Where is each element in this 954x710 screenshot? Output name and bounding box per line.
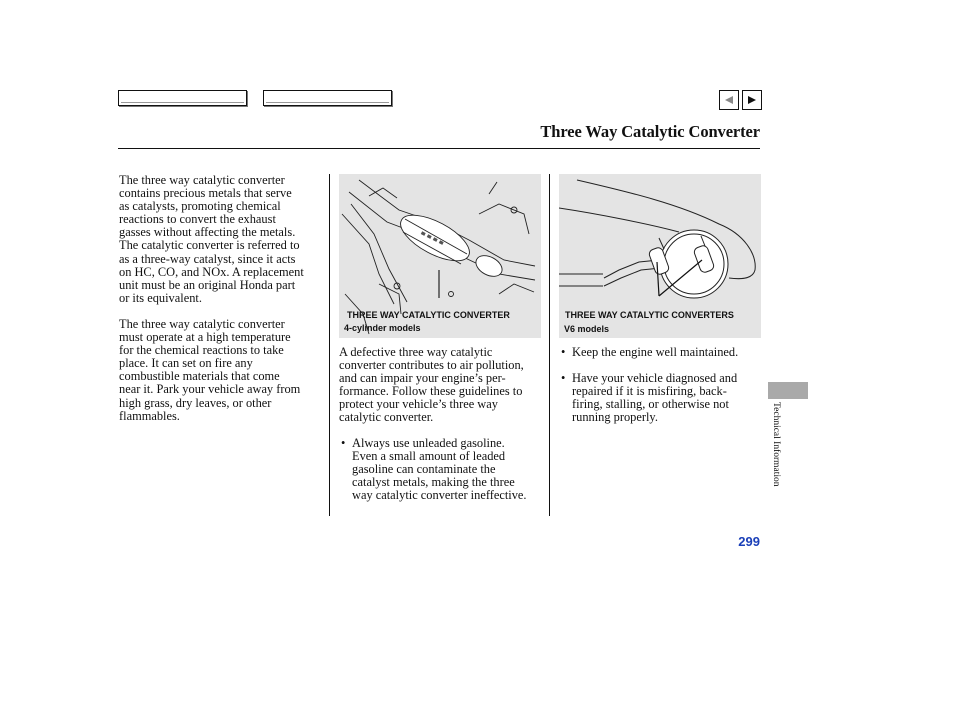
bullet-marker: •	[341, 436, 346, 450]
text-line: must operate at a high temperature	[119, 330, 291, 345]
text-line: as a three-way catalyst, since it acts	[119, 251, 296, 266]
warning-paragraph	[339, 346, 524, 425]
triangle-right-icon	[747, 95, 757, 105]
text-line: The three way catalytic converter	[119, 173, 285, 187]
text-line: catalytic converter.	[339, 410, 434, 425]
intro-column	[119, 174, 304, 423]
text-line: The catalytic converter is referred to	[119, 238, 300, 253]
figure-caption-title: THREE WAY CATALYTIC CONVERTERS	[565, 310, 734, 320]
text-line: way catalytic converter ineffective.	[352, 488, 527, 503]
nav-button-1[interactable]	[118, 90, 247, 106]
bullet-marker: •	[561, 371, 566, 385]
text-line: near it. Park your vehicle away from	[119, 382, 301, 397]
text-line: protect your vehicle’s three way	[339, 397, 498, 412]
text-line: combustible materials that come	[119, 369, 280, 384]
figure-caption-subtitle: V6 models	[564, 324, 610, 334]
converter-figure-4cyl	[339, 174, 541, 338]
column-divider	[549, 174, 550, 516]
text-line: Have your vehicle diagnosed and	[572, 371, 738, 385]
guideline-bullet-maintain	[561, 346, 738, 359]
prev-page-button[interactable]	[719, 90, 739, 110]
text-line: place. It can set on fire any	[119, 356, 253, 371]
text-line: Even a small amount of leaded	[352, 449, 506, 464]
text-line: as catalysts, promoting chemical	[119, 199, 281, 214]
guideline-bullet-unleaded	[341, 437, 527, 502]
text-line: running properly.	[572, 410, 658, 425]
text-line: catalyst metals, making the three	[352, 475, 515, 490]
text-line: repaired if it is misfiring, back-	[572, 384, 727, 399]
text-line: flammables.	[119, 408, 180, 423]
converter-figure-v6	[559, 174, 761, 338]
intro-paragraph-1	[119, 174, 304, 305]
text-line: for the chemical reactions to take	[119, 343, 284, 358]
text-line: gasses without affecting the metals.	[119, 225, 296, 240]
title-divider	[118, 148, 760, 149]
section-tab-label: Technical Information	[771, 402, 781, 487]
intro-paragraph-2	[119, 318, 304, 423]
text-line: firing, stalling, or otherwise not	[572, 397, 729, 412]
next-page-button[interactable]	[742, 90, 762, 110]
text-line: on HC, CO, and NOx. A replacement	[119, 264, 304, 279]
triangle-left-icon	[724, 95, 734, 105]
text-line: or its equivalent.	[119, 290, 202, 305]
figure-caption-title: THREE WAY CATALYTIC CONVERTER	[347, 310, 510, 320]
page-number: 299	[738, 534, 760, 549]
text-line: formance. Follow these guidelines to	[339, 384, 523, 399]
text-line: Keep the engine well maintained.	[572, 345, 739, 359]
bullet-marker: •	[561, 345, 566, 359]
text-line: high grass, dry leaves, or other	[119, 395, 272, 410]
page-title: Three Way Catalytic Converter	[540, 122, 760, 141]
text-line: Always use unleaded gasoline.	[352, 436, 505, 450]
figure-caption-subtitle: 4-cylinder models	[344, 323, 421, 333]
guideline-bullet-diagnose	[561, 372, 737, 424]
text-line: converter contributes to air pollution,	[339, 358, 524, 373]
text-line: and can impair your engine’s per-	[339, 371, 506, 386]
nav-button-2[interactable]	[263, 90, 392, 106]
text-line: gasoline can contaminate the	[352, 462, 496, 477]
text-line: The three way catalytic converter	[119, 316, 285, 331]
column-divider	[329, 174, 330, 516]
text-line: contains precious metals that serve	[119, 186, 292, 201]
text-line: unit must be an original Honda part	[119, 277, 296, 292]
section-tab[interactable]	[768, 382, 808, 399]
text-line: A defective three way catalytic	[339, 345, 493, 359]
text-line: reactions to convert the exhaust	[119, 212, 276, 227]
